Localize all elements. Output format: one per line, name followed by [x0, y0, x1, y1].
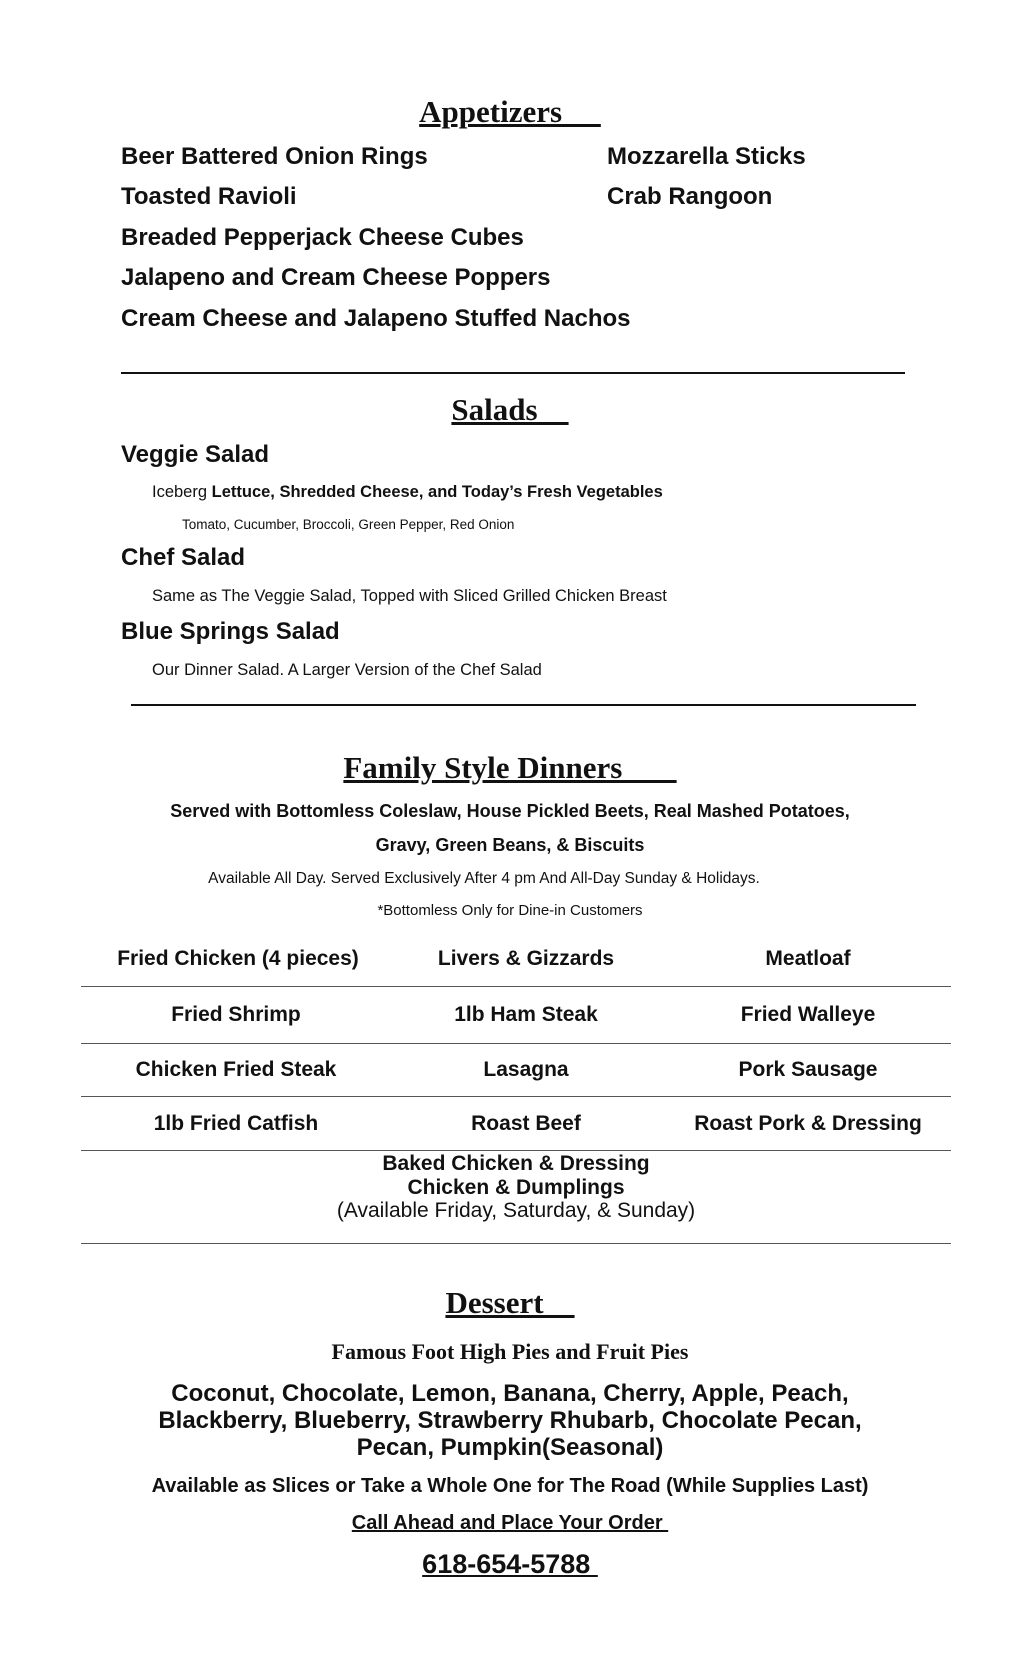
pies-subheading: Famous Foot High Pies and Fruit Pies [331, 1339, 689, 1364]
weekend-special: Chicken & Dumplings [407, 1176, 625, 1199]
appetizer-item: Mozzarella Sticks [607, 143, 806, 170]
served-with-line: Gravy, Green Beans, & Biscuits [375, 835, 645, 855]
pie-flavors: Blackberry, Blueberry, Strawberry Rhubarb, Chocolate Pecan, [158, 1407, 862, 1434]
table-divider [81, 1043, 951, 1044]
dinner-item: 1lb Ham Steak [454, 1003, 598, 1026]
appetizer-item: Jalapeno and Cream Cheese Poppers [121, 264, 551, 291]
salad-description: Same as The Veggie Salad, Topped with Sliced Grilled Chicken Breast [152, 587, 667, 605]
pie-flavors: Coconut, Chocolate, Lemon, Banana, Cherry, Apple, Peach, [171, 1380, 849, 1407]
dinner-item: Lasagna [483, 1058, 569, 1081]
salad-description [152, 483, 663, 502]
appetizer-item: Toasted Ravioli [121, 183, 297, 210]
appetizer-item: Cream Cheese and Jalapeno Stuffed Nachos [121, 305, 631, 332]
weekend-special-note: (Available Friday, Saturday, & Sunday) [336, 1199, 696, 1222]
dinner-item: Livers & Gizzards [437, 947, 615, 970]
appetizers-heading: Appetizers [419, 94, 601, 129]
appetizer-item: Beer Battered Onion Rings [121, 143, 428, 170]
served-with-line: Served with Bottomless Coleslaw, House Pickled Beets, Real Mashed Potatoes, [170, 801, 850, 821]
salad-name: Blue Springs Salad [121, 618, 340, 645]
pie-flavors: Pecan, Pumpkin(Seasonal) [356, 1434, 664, 1461]
table-divider [81, 1096, 951, 1097]
table-divider [81, 1243, 951, 1244]
dinner-item: 1lb Fried Catfish [153, 1112, 319, 1135]
appetizer-item: Crab Rangoon [607, 183, 773, 210]
dinner-item: Fried Shrimp [171, 1003, 301, 1026]
salad-description: Our Dinner Salad. A Larger Version of the Chef Salad [152, 661, 542, 679]
dessert-heading: Dessert [445, 1285, 575, 1320]
dinner-item: Roast Pork & Dressing [694, 1112, 922, 1135]
dinner-item: Pork Sausage [738, 1058, 878, 1081]
section-divider [121, 372, 905, 374]
weekend-special: Baked Chicken & Dressing [382, 1152, 650, 1175]
table-divider [81, 1150, 951, 1151]
salad-description-bold: Lettuce, Shredded Cheese, and Today’s Fresh Vegetables [211, 483, 663, 501]
appetizer-item: Breaded Pepperjack Cheese Cubes [121, 224, 524, 251]
table-divider [81, 986, 951, 987]
bottomless-note: *Bottomless Only for Dine-in Customers [377, 902, 643, 919]
call-ahead-text: Call Ahead and Place Your Order [351, 1512, 669, 1534]
dinner-item: Chicken Fried Steak [135, 1058, 337, 1081]
dinner-item: Fried Chicken (4 pieces) [117, 947, 359, 970]
availability-note: Available All Day. Served Exclusively After 4 pm And All-Day Sunday & Holidays. [208, 870, 760, 887]
salad-description-plain: Iceberg [152, 483, 212, 501]
dinner-item: Roast Beef [471, 1112, 581, 1135]
salads-heading: Salads [451, 392, 569, 427]
section-divider [131, 704, 916, 706]
salad-name: Chef Salad [121, 544, 246, 571]
dinner-item: Meatloaf [765, 947, 851, 970]
pie-availability: Available as Slices or Take a Whole One for The Road (While Supplies Last) [151, 1475, 869, 1497]
salad-vegetables: Tomato, Cucumber, Broccoli, Green Pepper, Red Onion [182, 517, 515, 532]
phone-number[interactable]: 618-654-5788 [422, 1549, 598, 1579]
salad-name: Veggie Salad [121, 441, 270, 468]
dinner-item: Fried Walleye [740, 1003, 876, 1026]
family-dinners-heading: Family Style Dinners [343, 750, 677, 785]
